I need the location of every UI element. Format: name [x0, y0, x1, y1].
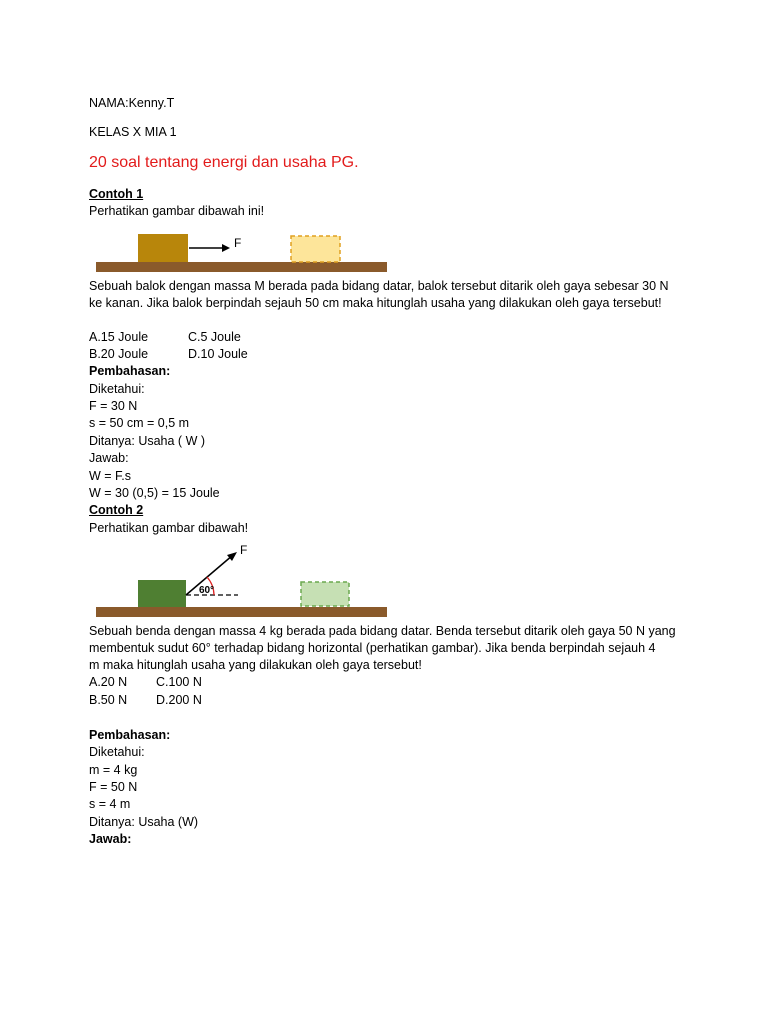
- example2-angle-label: 60°: [199, 585, 215, 596]
- example1-known-s: s = 50 cm = 0,5 m: [89, 416, 190, 430]
- example2-pembahasan: Pembahasan:: [89, 728, 171, 742]
- example2-jawab: Jawab:: [89, 832, 132, 846]
- document-title: 20 soal tentang energi dan usaha PG.: [89, 154, 359, 171]
- example1-force-label: F: [234, 236, 242, 250]
- example2-question-line3: m maka hitunglah usaha yang dilakukan oleh gaya tersebut!: [89, 658, 422, 672]
- example2-option-c: C.100 N: [156, 675, 202, 689]
- example2-question-line2: membentuk sudut 60° terhadap bidang horizontal (perhatikan gambar). Jika benda berpindah sejauh 4: [89, 641, 656, 655]
- example1-solution-result: W = 30 (0,5) = 15 Joule: [89, 486, 220, 500]
- student-name: NAMA:Kenny.T: [89, 96, 175, 110]
- example1-diketahui: Diketahui:: [89, 382, 145, 396]
- example2-option-a: A.20 N: [89, 675, 128, 689]
- example2-known-m: m = 4 kg: [89, 763, 138, 777]
- example2-force-label: F: [240, 543, 248, 557]
- example2-heading: Contoh 2: [89, 503, 144, 517]
- example1-instruction: Perhatikan gambar dibawah ini!: [89, 204, 265, 218]
- example1-ditanya: Ditanya: Usaha ( W ): [89, 434, 206, 448]
- example1-question-line2: ke kanan. Jika balok berpindah sejauh 50 cm maka hitunglah usaha yang dilakukan oleh gaya tersebut!: [89, 296, 662, 310]
- example2-block: [138, 580, 186, 607]
- example2-option-d: D.200 N: [156, 693, 202, 707]
- example2-instruction: Perhatikan gambar dibawah!: [89, 521, 249, 535]
- example2-displaced-block: [301, 582, 349, 606]
- example1-option-a: A.15 Joule: [89, 330, 149, 344]
- example2-known-s: s = 4 m: [89, 797, 131, 811]
- example2-known-f: F = 50 N: [89, 780, 138, 794]
- example1-question-line1: Sebuah balok dengan massa M berada pada bidang datar, balok tersebut ditarik oleh gaya sebesar 30 N: [89, 279, 669, 293]
- example2-ditanya: Ditanya: Usaha (W): [89, 815, 199, 829]
- example2-question-line1: Sebuah benda dengan massa 4 kg berada pada bidang datar. Benda tersebut ditarik oleh gaya 50 N yang: [89, 624, 676, 638]
- example2-diketahui: Diketahui:: [89, 745, 145, 759]
- example1-option-c: C.5 Joule: [188, 330, 241, 344]
- student-class: KELAS X MIA 1: [89, 125, 177, 139]
- example1-pembahasan: Pembahasan:: [89, 364, 171, 378]
- example2-floor: [96, 607, 387, 617]
- example2-option-b: B.50 N: [89, 693, 128, 707]
- example1-option-b: B.20 Joule: [89, 347, 149, 361]
- example1-known-f: F = 30 N: [89, 399, 138, 413]
- example1-option-d: D.10 Joule: [188, 347, 248, 361]
- example1-jawab: Jawab:: [89, 451, 129, 465]
- example1-heading: Contoh 1: [89, 187, 144, 201]
- example1-solution-formula: W = F.s: [89, 469, 132, 483]
